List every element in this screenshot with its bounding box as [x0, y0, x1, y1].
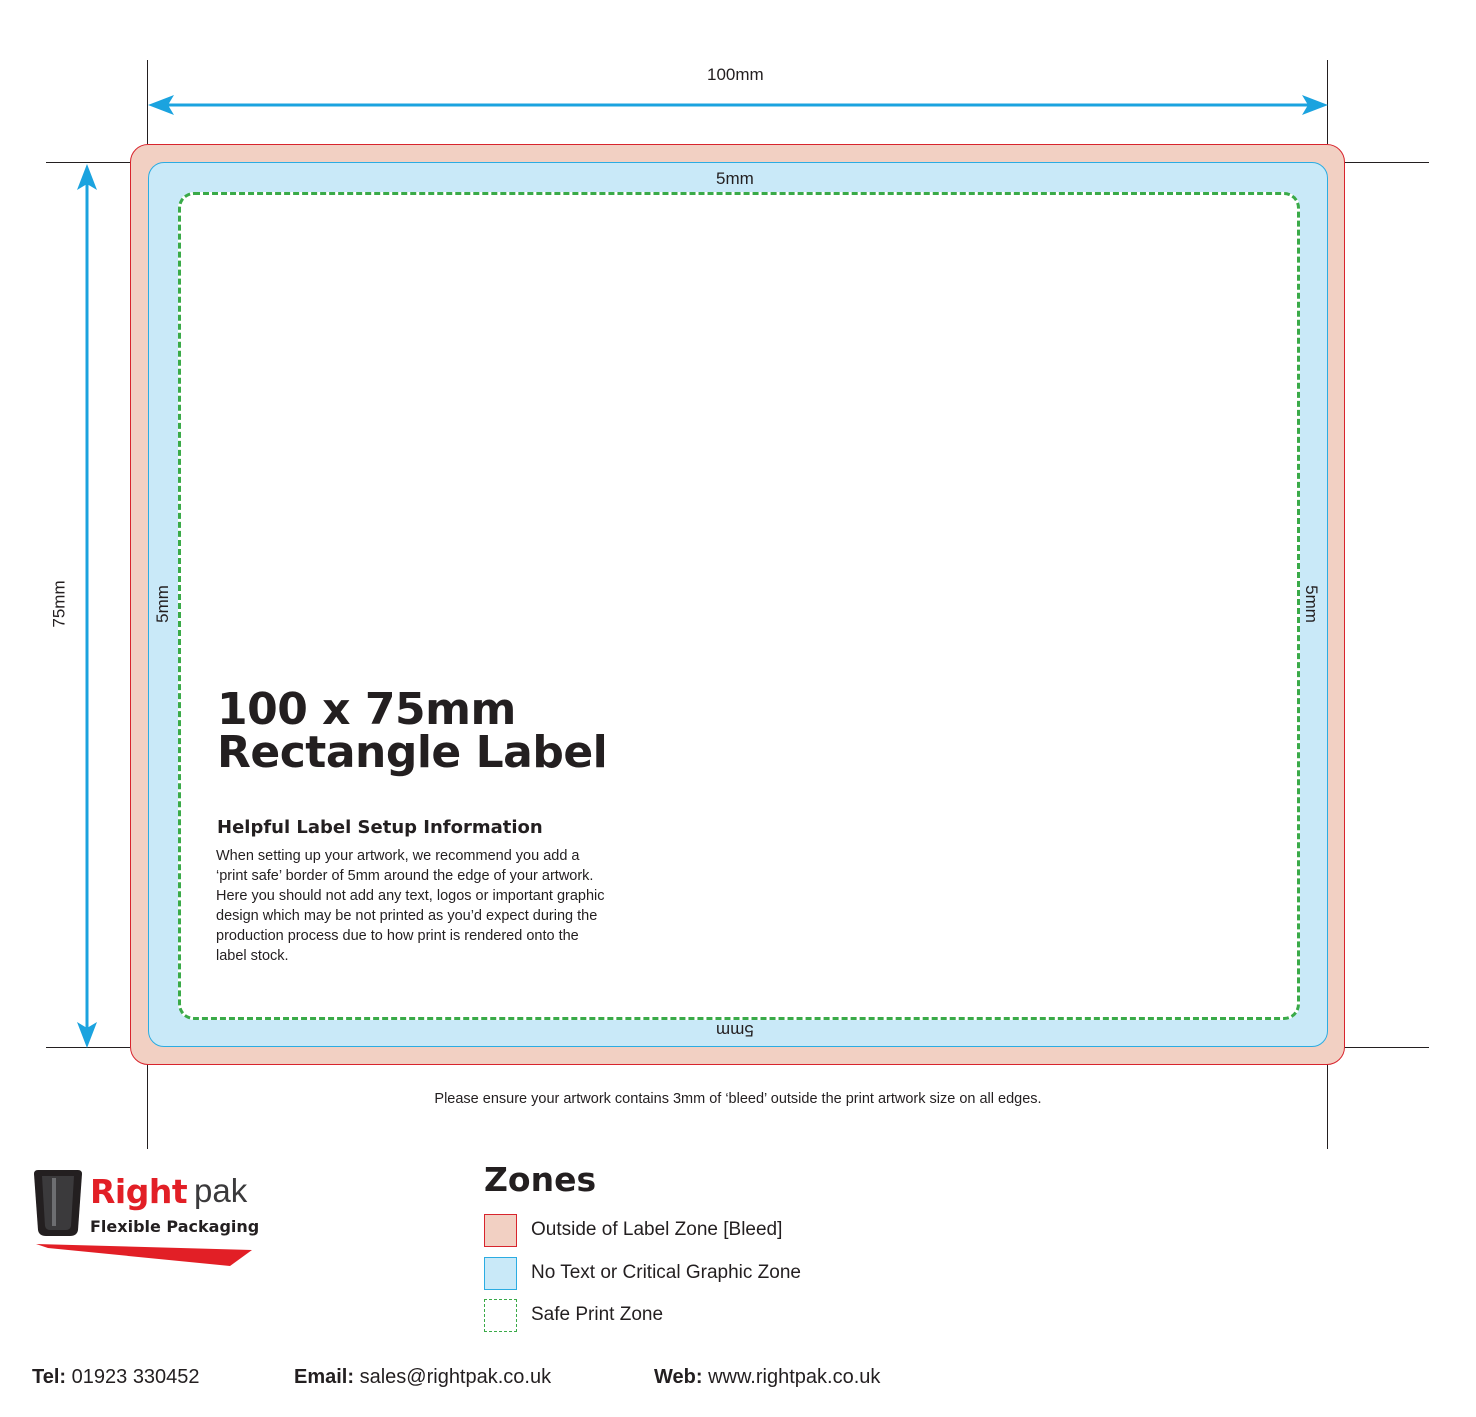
contact-web-label: Web:	[654, 1366, 703, 1388]
info-body: When setting up your artwork, we recommend you add a ‘print safe’ border of 5mm around the edge of your artwork. Here you should not add any text, logos or important graphic design which may be not printed as you’d expect during the production process due to how print is rendered onto the label stock.	[216, 848, 605, 964]
margin-left-label: 5mm	[152, 585, 172, 623]
contact-tel-label: Tel:	[32, 1366, 67, 1388]
legend-swatch-safe	[484, 1299, 517, 1332]
logo-brand-right: Right	[90, 1172, 188, 1211]
contact-email-label: Email:	[294, 1366, 355, 1388]
margin-right-label: 5mm	[1301, 585, 1321, 623]
guide-line-top-right	[1343, 162, 1429, 163]
contact-email	[294, 1366, 551, 1389]
logo-tagline: Flexible Packaging	[90, 1217, 260, 1236]
legend-label-no-text: No Text or Critical Graphic Zone	[531, 1262, 801, 1283]
width-label: 100mm	[707, 65, 764, 84]
logo-brand-pak: pak	[194, 1172, 248, 1209]
zones-legend-title: Zones	[484, 1160, 597, 1199]
legend-label-bleed: Outside of Label Zone [Bleed]	[531, 1219, 783, 1240]
legend-label-safe: Safe Print Zone	[531, 1304, 664, 1325]
guide-line-bottom-right	[1343, 1047, 1429, 1048]
height-label: 75mm	[49, 580, 69, 628]
contact-tel	[32, 1366, 200, 1389]
contact-web	[654, 1366, 880, 1389]
contact-email-value[interactable]: sales@rightpak.co.uk	[359, 1366, 552, 1388]
legend-swatch-bleed	[484, 1214, 517, 1247]
margin-bottom-label: 5mm	[716, 1021, 754, 1040]
width-dimension-arrow	[140, 90, 1340, 120]
legend-swatch-no-text	[484, 1257, 517, 1290]
info-heading: Helpful Label Setup Information	[217, 817, 543, 838]
height-dimension-arrow	[72, 158, 102, 1054]
label-title-line2: Rectangle Label	[217, 727, 608, 778]
contact-web-value[interactable]: www.rightpak.co.uk	[708, 1366, 881, 1388]
margin-top-label: 5mm	[716, 169, 754, 188]
label-title	[217, 684, 608, 778]
bleed-note: Please ensure your artwork contains 3mm of ‘bleed’ outside the print artwork size on all edges.	[434, 1091, 1042, 1107]
contact-tel-value[interactable]: 01923 330452	[71, 1366, 200, 1388]
label-title-line1: 100 x 75mm	[217, 684, 516, 735]
